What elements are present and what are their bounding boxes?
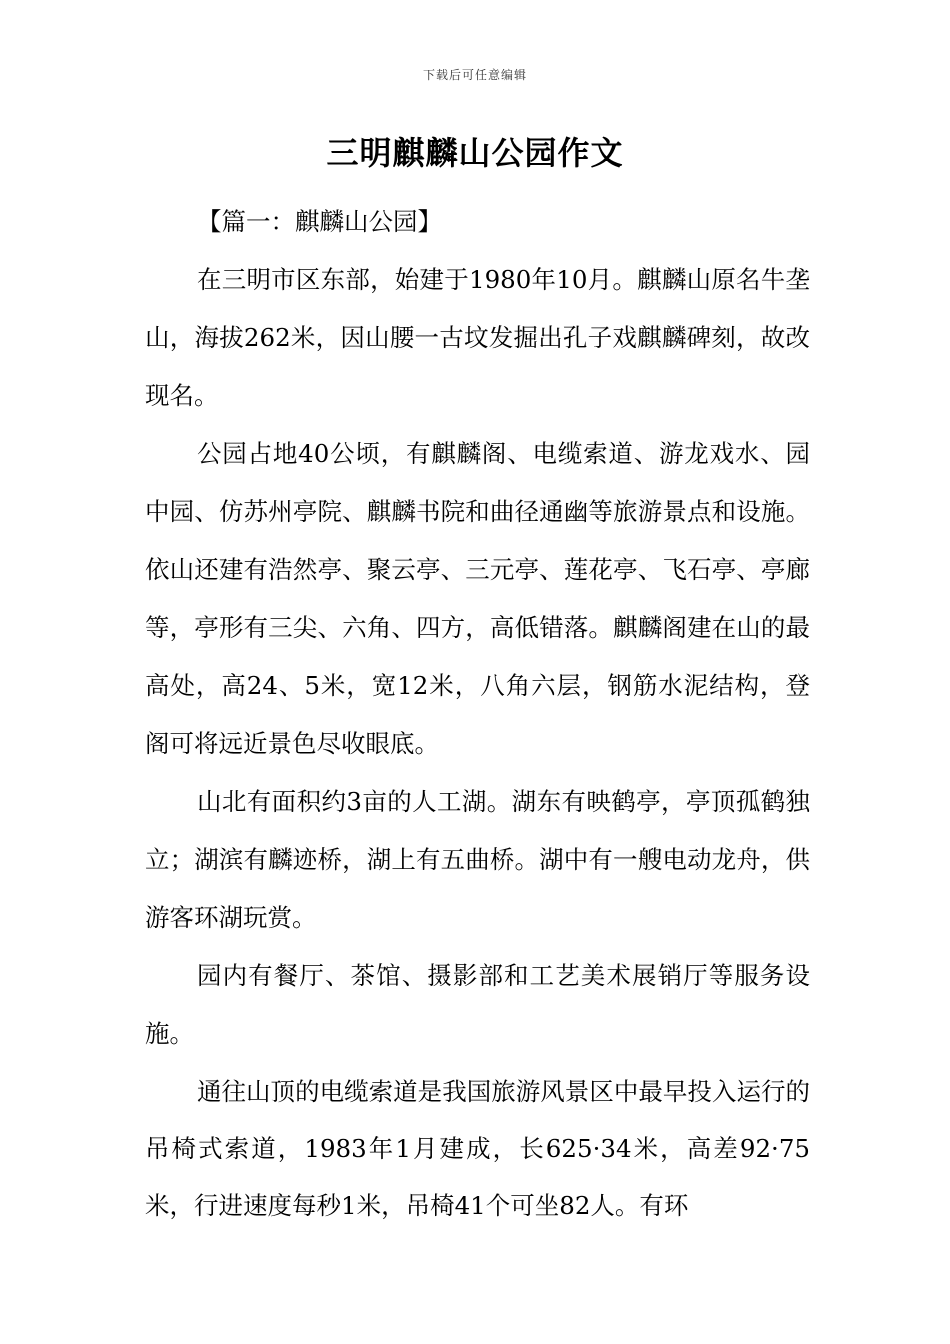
document-title: 三明麒麟山公园作文 [326, 134, 624, 172]
document-body [145, 193, 810, 1234]
paragraph: 园内有餐厅、茶馆、摄影部和工艺美术展销厅等服务设施。 [145, 961, 810, 1048]
paragraph: 山北有面积约3亩的人工湖。湖东有映鹤亭，亭顶孤鹤独立；湖滨有麟迹桥，湖上有五曲桥。湖中有一艘电动龙舟，供游客环湖玩赏。 [145, 787, 810, 932]
paragraph: 通往山顶的电缆索道是我国旅游风景区中最早投入运行的吊椅式索道，1983年1月建成，长625·34米，高差92·75米，行进速度每秒1米，吊椅41个可坐82人。有环 [145, 1077, 810, 1220]
section-heading: 【篇一：麒麟山公园】 [197, 207, 442, 236]
paragraph: 在三明市区东部，始建于1980年10月。麒麟山原名牛垄山，海拔262米，因山腰一古坟发掘出孔子戏麒麟碑刻，故改现名。 [145, 265, 810, 410]
paragraph: 公园占地40公顷，有麒麟阁、电缆索道、游龙戏水、园中园、仿苏州亭院、麒麟书院和曲径通幽等旅游景点和设施。依山还建有浩然亭、聚云亭、三元亭、莲花亭、飞石亭、亭廊等，亭形有三尖、六角、四方，高低错落。麒麟阁建在山的最高处，高24、5米，宽12米，八角六层，钢筋水泥结构，登阁可将远近景色尽收眼底。 [145, 439, 810, 758]
header-note: 下载后可任意编辑 [422, 68, 527, 82]
